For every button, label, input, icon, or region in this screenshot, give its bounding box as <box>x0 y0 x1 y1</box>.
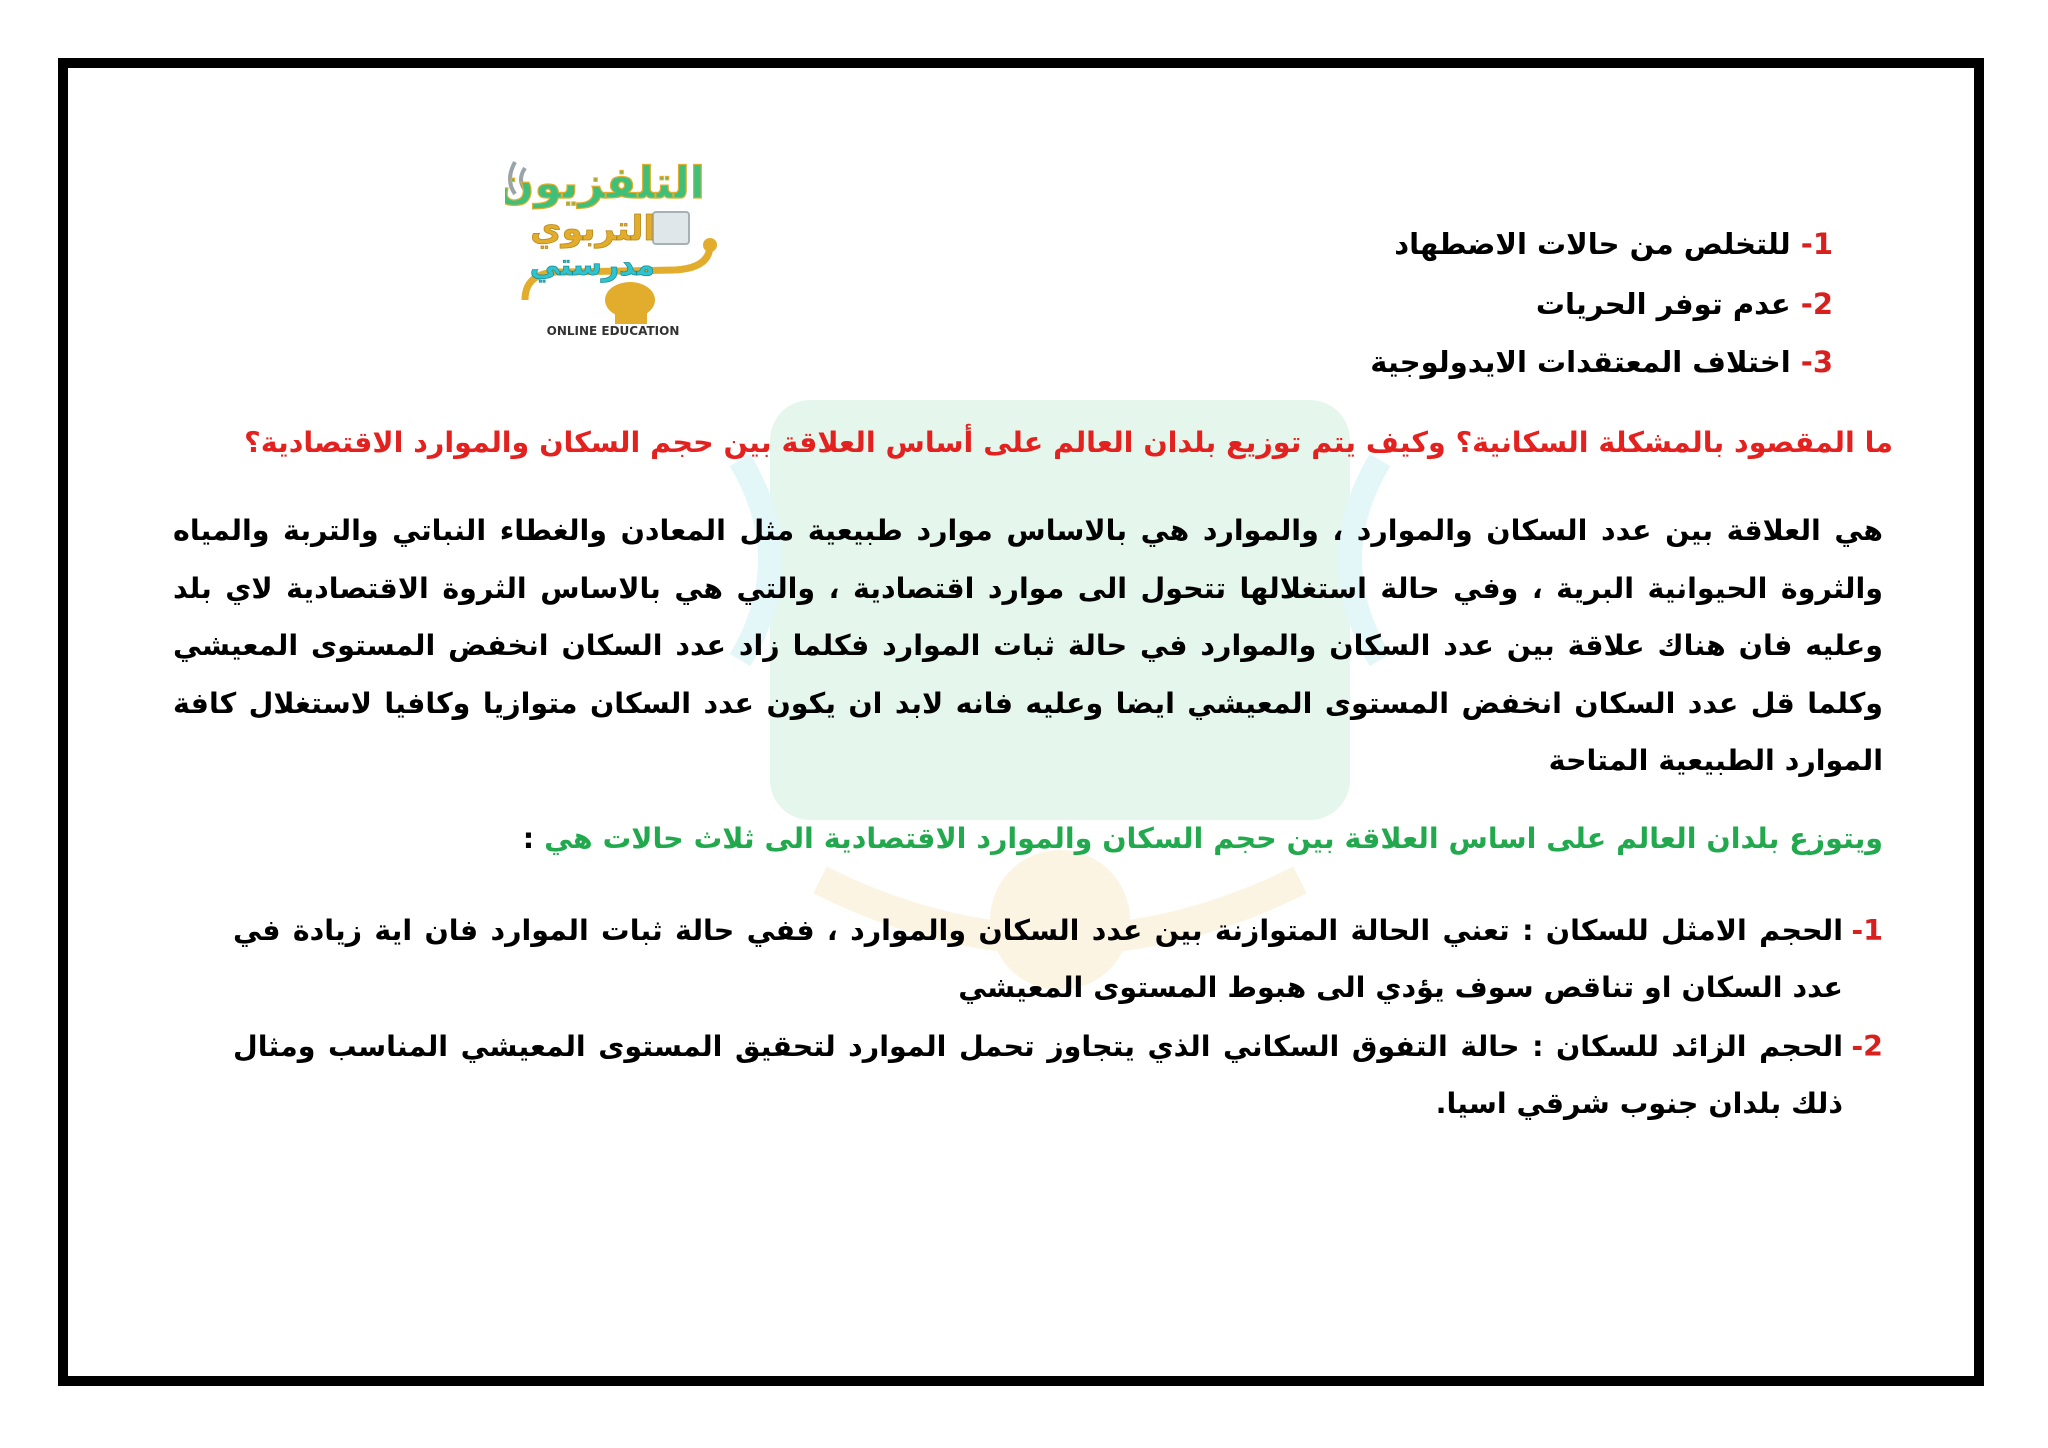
case-number: 2- <box>1851 1030 1883 1063</box>
reason-item-1 <box>1394 227 1833 262</box>
logo-line1: التلفزيون <box>505 158 705 209</box>
reason-text: عدم توفر الحريات <box>1535 287 1791 321</box>
question-heading: ما المقصود بالمشكلة السكانية؟ وكيف يتم توزيع بلدان العالم على أساس العلاقة بين حجم السكان والموارد الاقتصادية؟ <box>244 426 1893 459</box>
distribution-heading <box>523 822 1883 855</box>
case-text: الحجم الامثل للسكان : تعني الحالة المتوازنة بين عدد السكان والموارد ، ففي حالة ثبات الموارد فان اية زيادة في عدد السكان او تناقص سوف يؤدي الى هبوط المستوى المعيشي <box>233 914 1843 1004</box>
reason-number: 2- <box>1800 287 1833 321</box>
logo-line3: مدرستي <box>529 248 655 283</box>
answer-paragraph: هي العلاقة بين عدد السكان والموارد ، والموارد هي بالاساس موارد طبيعية مثل المعادن والغطاء النباتي والتربة والمياه والثروة الحيوانية البرية ، وفي حالة استغلالها تتحول الى موارد اقتصادية ، والتي هي بالاساس الثروة الاقتصادية لاي بلد وعليه فان هناك علاقة بين عدد السكان والموارد في حالة ثبات الموارد فكلما زاد عدد السكان انخفض المستوى المعيشي وكلما قل عدد السكان انخفض المستوى المعيشي ايضا وعليه فانه لابد ان يكون عدد السكان متوازيا وكافيا لاستغلال كافة الموارد الطبيعية المتاحة <box>173 514 1883 778</box>
reason-item-3 <box>1370 345 1833 380</box>
reason-text: للتخلص من حالات الاضطهاد <box>1394 227 1791 261</box>
distribution-heading-text: ويتوزع بلدان العالم على اساس العلاقة بين حجم السكان والموارد الاقتصادية الى ثلاث حالات هي <box>544 822 1883 855</box>
case-number: 1- <box>1851 914 1883 947</box>
reason-number: 1- <box>1800 227 1833 261</box>
logo <box>505 150 727 340</box>
distribution-colon: : <box>522 822 535 855</box>
case-item-2 <box>233 1018 1883 1132</box>
logo-caption: ONLINE EDUCATION <box>546 324 680 338</box>
logo-graphic <box>505 150 727 340</box>
reason-number: 3- <box>1800 345 1833 379</box>
case-text: الحجم الزائد للسكان : حالة التفوق السكاني الذي يتجاوز تحمل الموارد لتحقيق المستوى المعيشي المناسب ومثال ذلك بلدان جنوب شرقي اسيا. <box>233 1030 1843 1120</box>
reason-item-2 <box>1536 287 1833 322</box>
case-item-1 <box>233 902 1883 1016</box>
logo-line2: التربوي <box>530 209 655 249</box>
reason-text: اختلاف المعتقدات الايدولوجية <box>1370 345 1791 379</box>
